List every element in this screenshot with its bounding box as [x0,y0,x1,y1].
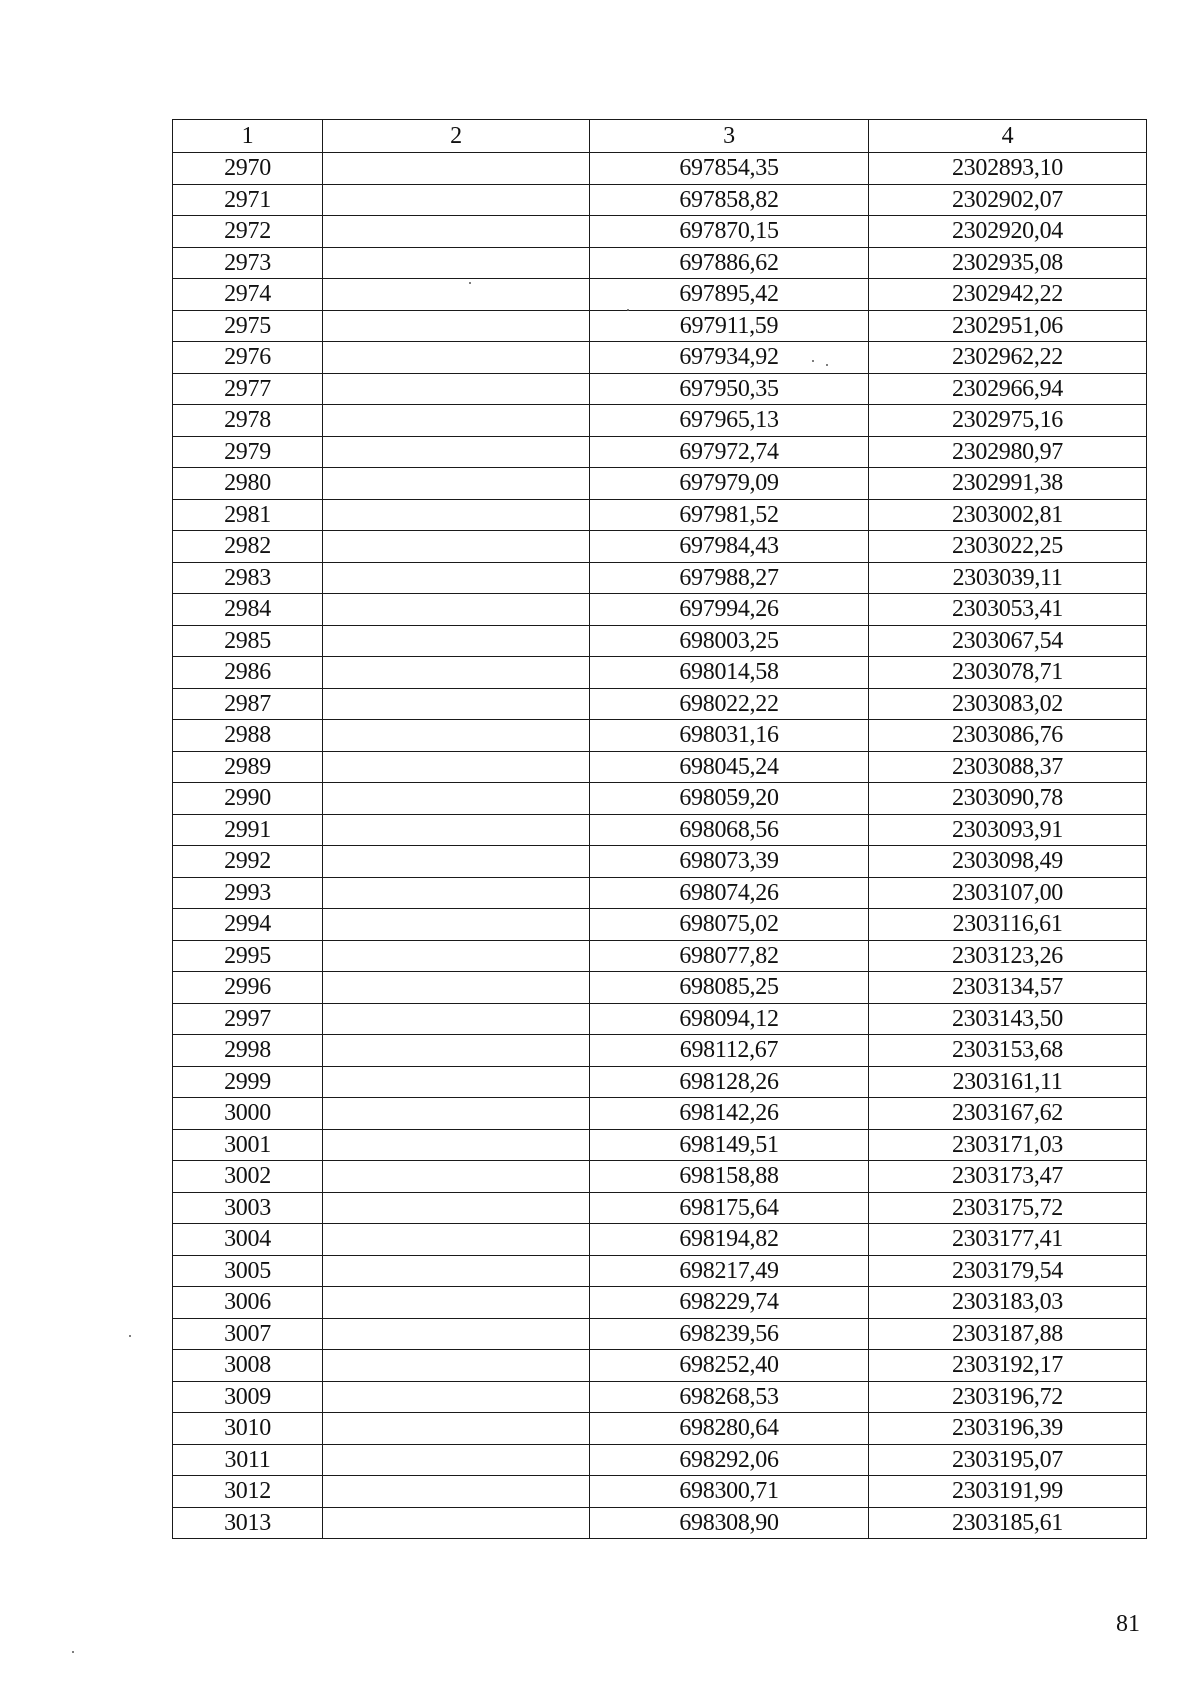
coordinate-x-cell: 697965,13 [590,405,869,437]
blank-cell [323,468,590,500]
point-number-cell: 3003 [173,1192,323,1224]
table-row [173,877,1147,909]
table-header [173,120,1147,153]
table-row [173,751,1147,783]
coordinate-x-cell: 698308,90 [590,1507,869,1539]
table-row [173,1161,1147,1193]
scan-speck [129,1335,131,1337]
coordinate-y-cell: 2303116,61 [869,909,1147,941]
blank-cell [323,1287,590,1319]
table-row [173,1255,1147,1287]
table-row [173,657,1147,689]
coordinate-x-cell: 698300,71 [590,1476,869,1508]
coordinate-x-cell: 698022,22 [590,688,869,720]
coordinate-x-cell: 698085,25 [590,972,869,1004]
blank-cell [323,877,590,909]
point-number-cell: 3002 [173,1161,323,1193]
point-number-cell: 3006 [173,1287,323,1319]
point-number-cell: 2994 [173,909,323,941]
page-number: 81 [1116,1611,1140,1637]
coordinate-x-cell: 698094,12 [590,1003,869,1035]
point-number-cell: 2999 [173,1066,323,1098]
blank-cell [323,1476,590,1508]
coordinate-y-cell: 2303196,72 [869,1381,1147,1413]
point-number-cell: 2972 [173,216,323,248]
scan-speck [72,1651,74,1653]
table-row [173,1066,1147,1098]
coordinate-x-cell: 698142,26 [590,1098,869,1130]
coordinate-x-cell: 697854,35 [590,153,869,185]
table-row [173,342,1147,374]
blank-cell [323,153,590,185]
blank-cell [323,279,590,311]
table-row [173,310,1147,342]
point-number-cell: 2973 [173,247,323,279]
blank-cell [323,531,590,563]
coordinate-y-cell: 2303123,26 [869,940,1147,972]
table-row [173,594,1147,626]
scan-speck [469,282,471,284]
coordinate-y-cell: 2303086,76 [869,720,1147,752]
coordinate-y-cell: 2303161,11 [869,1066,1147,1098]
blank-cell [323,909,590,941]
table-row [173,846,1147,878]
coordinate-y-cell: 2303107,00 [869,877,1147,909]
point-number-cell: 2974 [173,279,323,311]
coordinate-y-cell: 2303171,03 [869,1129,1147,1161]
point-number-cell: 2971 [173,184,323,216]
coordinate-x-cell: 698239,56 [590,1318,869,1350]
coordinate-x-cell: 698149,51 [590,1129,869,1161]
coordinate-y-cell: 2303153,68 [869,1035,1147,1067]
coordinate-y-cell: 2302902,07 [869,184,1147,216]
coordinate-y-cell: 2303002,81 [869,499,1147,531]
table-row [173,783,1147,815]
coordinate-y-cell: 2303185,61 [869,1507,1147,1539]
table-row [173,1129,1147,1161]
point-number-cell: 2982 [173,531,323,563]
coordinate-y-cell: 2303173,47 [869,1161,1147,1193]
blank-cell [323,1161,590,1193]
coordinate-y-cell: 2302920,04 [869,216,1147,248]
table-row [173,184,1147,216]
point-number-cell: 3009 [173,1381,323,1413]
coordinate-x-cell: 698112,67 [590,1035,869,1067]
coordinate-x-cell: 697988,27 [590,562,869,594]
coordinate-x-cell: 697870,15 [590,216,869,248]
coordinate-x-cell: 698217,49 [590,1255,869,1287]
point-number-cell: 2998 [173,1035,323,1067]
table-row [173,247,1147,279]
table-row [173,562,1147,594]
point-number-cell: 2988 [173,720,323,752]
table-row [173,688,1147,720]
coordinate-x-cell: 698252,40 [590,1350,869,1382]
point-number-cell: 3010 [173,1413,323,1445]
point-number-cell: 2981 [173,499,323,531]
coordinate-y-cell: 2303083,02 [869,688,1147,720]
coordinate-x-cell: 698045,24 [590,751,869,783]
table-row [173,1318,1147,1350]
coordinate-x-cell: 698158,88 [590,1161,869,1193]
blank-cell [323,1035,590,1067]
coordinate-x-cell: 698031,16 [590,720,869,752]
coordinate-y-cell: 2303196,39 [869,1413,1147,1445]
column-header-3: 3 [590,120,869,153]
table-row [173,972,1147,1004]
coordinate-y-cell: 2303175,72 [869,1192,1147,1224]
point-number-cell: 2992 [173,846,323,878]
coordinate-y-cell: 2303195,07 [869,1444,1147,1476]
blank-cell [323,342,590,374]
coordinate-x-cell: 698068,56 [590,814,869,846]
table-row [173,468,1147,500]
scan-speck [826,364,828,366]
table-row [173,1507,1147,1539]
point-number-cell: 3011 [173,1444,323,1476]
point-number-cell: 3008 [173,1350,323,1382]
blank-cell [323,562,590,594]
point-number-cell: 2970 [173,153,323,185]
coordinate-y-cell: 2303191,99 [869,1476,1147,1508]
table-row [173,720,1147,752]
table-row [173,1035,1147,1067]
blank-cell [323,625,590,657]
coordinates-table [172,119,1147,1539]
table-row [173,1224,1147,1256]
coordinate-y-cell: 2302962,22 [869,342,1147,374]
coordinate-y-cell: 2302975,16 [869,405,1147,437]
coordinate-x-cell: 697994,26 [590,594,869,626]
point-number-cell: 2975 [173,310,323,342]
coordinate-x-cell: 697981,52 [590,499,869,531]
coordinate-x-cell: 697934,92 [590,342,869,374]
table-row [173,1381,1147,1413]
point-number-cell: 2991 [173,814,323,846]
table-row [173,279,1147,311]
blank-cell [323,373,590,405]
header-row [173,120,1147,153]
coordinate-y-cell: 2303022,25 [869,531,1147,563]
coordinate-x-cell: 698268,53 [590,1381,869,1413]
coordinate-y-cell: 2303088,37 [869,751,1147,783]
coordinate-y-cell: 2303098,49 [869,846,1147,878]
table-row [173,436,1147,468]
blank-cell [323,688,590,720]
column-header-4: 4 [869,120,1147,153]
blank-cell [323,751,590,783]
coordinate-y-cell: 2303187,88 [869,1318,1147,1350]
blank-cell [323,657,590,689]
point-number-cell: 2995 [173,940,323,972]
point-number-cell: 2987 [173,688,323,720]
coordinate-y-cell: 2303039,11 [869,562,1147,594]
blank-cell [323,1350,590,1382]
coordinate-x-cell: 697858,82 [590,184,869,216]
point-number-cell: 2990 [173,783,323,815]
blank-cell [323,940,590,972]
table-row [173,373,1147,405]
blank-cell [323,814,590,846]
blank-cell [323,1098,590,1130]
scan-speck [627,309,629,311]
coordinate-y-cell: 2303179,54 [869,1255,1147,1287]
blank-cell [323,783,590,815]
coordinate-x-cell: 697950,35 [590,373,869,405]
blank-cell [323,1066,590,1098]
point-number-cell: 2984 [173,594,323,626]
blank-cell [323,1318,590,1350]
coordinate-y-cell: 2302942,22 [869,279,1147,311]
scan-speck [812,360,814,362]
coordinate-y-cell: 2302893,10 [869,153,1147,185]
coordinate-x-cell: 698075,02 [590,909,869,941]
coordinate-y-cell: 2302980,97 [869,436,1147,468]
table-row [173,499,1147,531]
coordinate-x-cell: 697979,09 [590,468,869,500]
point-number-cell: 3007 [173,1318,323,1350]
table-row [173,1098,1147,1130]
table-row [173,216,1147,248]
coordinate-x-cell: 698280,64 [590,1413,869,1445]
point-number-cell: 3012 [173,1476,323,1508]
point-number-cell: 3013 [173,1507,323,1539]
point-number-cell: 2997 [173,1003,323,1035]
table-row [173,1444,1147,1476]
coordinate-y-cell: 2303167,62 [869,1098,1147,1130]
coordinate-x-cell: 697984,43 [590,531,869,563]
coordinate-y-cell: 2303093,91 [869,814,1147,846]
table-row [173,1287,1147,1319]
blank-cell [323,1003,590,1035]
blank-cell [323,310,590,342]
coordinate-y-cell: 2303183,03 [869,1287,1147,1319]
coordinate-x-cell: 698059,20 [590,783,869,815]
blank-cell [323,972,590,1004]
coordinate-x-cell: 698175,64 [590,1192,869,1224]
point-number-cell: 2977 [173,373,323,405]
table-row [173,814,1147,846]
table-row [173,1413,1147,1445]
table-row [173,625,1147,657]
column-header-2: 2 [323,120,590,153]
point-number-cell: 3000 [173,1098,323,1130]
point-number-cell: 2986 [173,657,323,689]
blank-cell [323,1381,590,1413]
table-body [173,153,1147,1539]
coordinate-x-cell: 698003,25 [590,625,869,657]
blank-cell [323,1129,590,1161]
point-number-cell: 2979 [173,436,323,468]
coordinate-x-cell: 698073,39 [590,846,869,878]
point-number-cell: 2996 [173,972,323,1004]
blank-cell [323,1413,590,1445]
coordinate-y-cell: 2303067,54 [869,625,1147,657]
blank-cell [323,405,590,437]
blank-cell [323,436,590,468]
column-header-1: 1 [173,120,323,153]
coordinate-y-cell: 2303192,17 [869,1350,1147,1382]
coordinate-x-cell: 698014,58 [590,657,869,689]
coordinate-x-cell: 698128,26 [590,1066,869,1098]
coordinate-x-cell: 697895,42 [590,279,869,311]
blank-cell [323,1444,590,1476]
coordinate-y-cell: 2303090,78 [869,783,1147,815]
blank-cell [323,720,590,752]
coordinate-x-cell: 698229,74 [590,1287,869,1319]
point-number-cell: 2989 [173,751,323,783]
coordinate-x-cell: 698074,26 [590,877,869,909]
table-row [173,909,1147,941]
blank-cell [323,594,590,626]
table-row [173,531,1147,563]
point-number-cell: 2993 [173,877,323,909]
table-row [173,1476,1147,1508]
table-row [173,1192,1147,1224]
point-number-cell: 2980 [173,468,323,500]
coordinate-x-cell: 698194,82 [590,1224,869,1256]
coordinate-y-cell: 2303143,50 [869,1003,1147,1035]
coordinate-y-cell: 2302935,08 [869,247,1147,279]
coordinate-x-cell: 697972,74 [590,436,869,468]
table-row [173,1350,1147,1382]
coordinate-x-cell: 698292,06 [590,1444,869,1476]
table-row [173,1003,1147,1035]
point-number-cell: 3001 [173,1129,323,1161]
table-row [173,940,1147,972]
point-number-cell: 3004 [173,1224,323,1256]
point-number-cell: 2985 [173,625,323,657]
blank-cell [323,499,590,531]
coordinate-y-cell: 2302966,94 [869,373,1147,405]
coordinate-y-cell: 2303053,41 [869,594,1147,626]
coordinate-y-cell: 2302991,38 [869,468,1147,500]
blank-cell [323,247,590,279]
blank-cell [323,1192,590,1224]
coordinate-y-cell: 2302951,06 [869,310,1147,342]
blank-cell [323,846,590,878]
coordinate-x-cell: 697886,62 [590,247,869,279]
point-number-cell: 2978 [173,405,323,437]
point-number-cell: 3005 [173,1255,323,1287]
point-number-cell: 2976 [173,342,323,374]
coordinate-y-cell: 2303177,41 [869,1224,1147,1256]
blank-cell [323,216,590,248]
coordinate-y-cell: 2303134,57 [869,972,1147,1004]
table-row [173,405,1147,437]
blank-cell [323,1507,590,1539]
blank-cell [323,184,590,216]
table-row [173,153,1147,185]
coordinate-x-cell: 697911,59 [590,310,869,342]
blank-cell [323,1224,590,1256]
point-number-cell: 2983 [173,562,323,594]
blank-cell [323,1255,590,1287]
coordinate-x-cell: 698077,82 [590,940,869,972]
coordinate-y-cell: 2303078,71 [869,657,1147,689]
